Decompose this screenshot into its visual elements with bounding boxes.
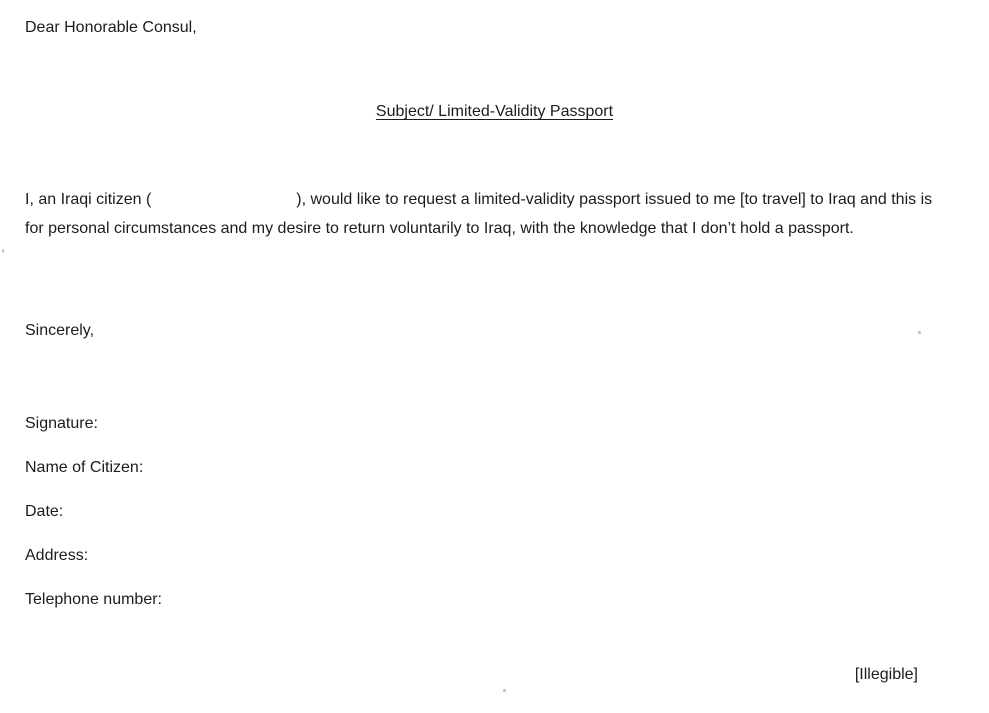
- body-text-before-blank: I, an Iraqi citizen (: [25, 191, 152, 208]
- field-label-address: Address:: [25, 547, 89, 564]
- field-label-telephone-number: Telephone number:: [25, 591, 162, 608]
- scan-speck: [2, 249, 4, 253]
- illegible-note: [Illegible]: [854, 666, 918, 683]
- body-text-after-blank: ), would like to request a limited-validity passport issued to me [to travel] to Iraq and this is for personal circumstances and my desire to return voluntarily to Iraq, with the knowledge that I don’t hold a passport.: [25, 191, 933, 237]
- field-label-name-of-citizen: Name of Citizen:: [25, 459, 144, 476]
- scan-speck: [503, 689, 506, 692]
- scan-speck: [918, 331, 921, 334]
- subject-line: [0, 103, 989, 121]
- body-paragraph: [25, 185, 933, 243]
- field-label-signature: Signature:: [25, 415, 98, 432]
- salutation: Dear Honorable Consul,: [25, 19, 197, 36]
- citizen-name-blank: [151, 203, 296, 204]
- closing: Sincerely,: [25, 322, 95, 339]
- subject-text: Subject/ Limited-Validity Passport: [375, 103, 614, 120]
- field-label-date: Date:: [25, 503, 64, 520]
